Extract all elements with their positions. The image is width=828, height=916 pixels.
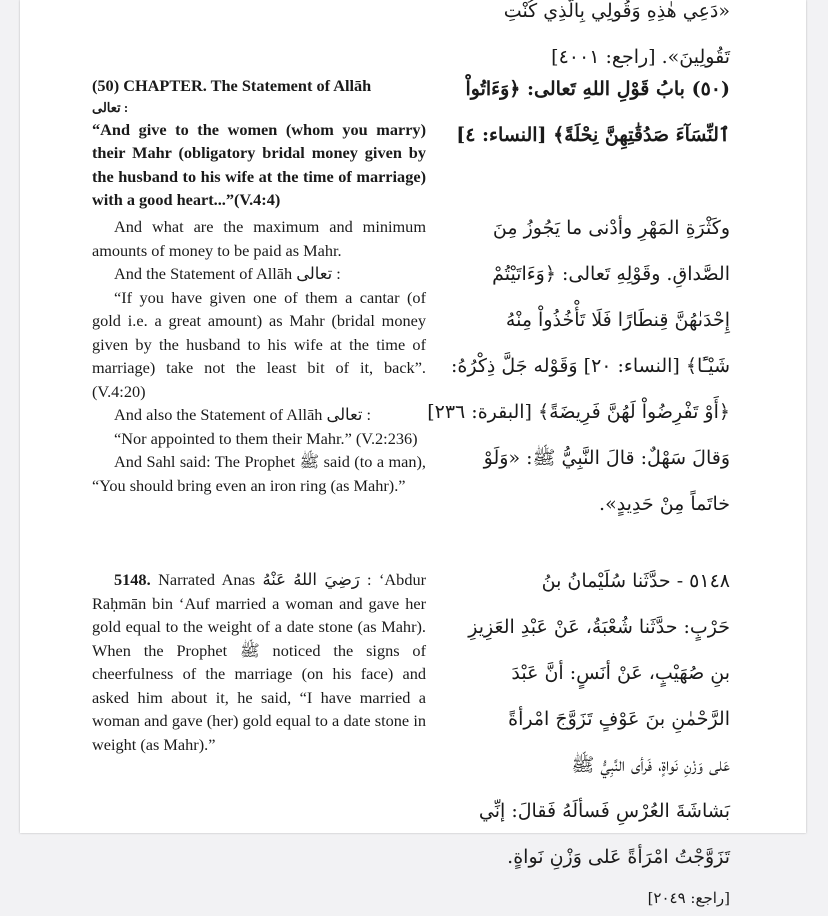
body-paragraph: And what are the maximum and minimum amounts of money to be paid as Mahr. <box>92 217 426 260</box>
arabic-line: إِحْدَىٰهُنَّ قِنطَارًا فَلَا تَأْخُذُواْ مِنْهُ <box>505 309 730 331</box>
chapter-verse: “And give to the women (whom you marry) their Mahr (obligatory bridal money given by the husband to his wife at the time of marriage) with a good heart...”(V.4:4) <box>92 119 426 209</box>
chapter-heading-arabic <box>400 66 730 158</box>
arabic-line: تَقُولِينَ». [راجع: ٤٠٠١] <box>551 46 730 68</box>
arabic-chapter-title: (٥٠) بابُ قَوْلِ اللهِ تَعالى: ﴿وَءَاتُواْ <box>465 78 730 100</box>
arabic-reference: [راجع: ٢٠٤٩] <box>647 889 730 907</box>
hadith-text: Narrated Anas رَضِيَ اللهُ عَنْهُ : ‘Abdur Raḥmān bin ‘Auf married a woman and gave her gold equal to the weight of a date stone (as Mahr). When the Prophet ﷺ noticed the signs of cheerfulness of the marriage (on his face) and asked him about it, he said, “I have married a woman and gave (her) gold equal to a date stone in weight (as Mahr).” <box>92 570 427 754</box>
hadith-arabic <box>400 558 730 916</box>
arabic-line: بَشاشَةَ العُرْسِ فَسألَهُ فَقالَ: إنِّي <box>478 800 730 822</box>
arabic-line: بنِ صُهَيْبٍ، عَنْ أنَسٍ: أنَّ عَبْدَ <box>511 662 730 684</box>
hadith-paragraph <box>92 568 426 756</box>
chapter-heading-english <box>92 74 426 212</box>
arabic-line: ﴿أَوْ تَفْرِضُواْ لَهُنَّ فَرِيضَةً﴾ [البقرة: ٢٣٦] <box>427 401 730 423</box>
arabic-line: ٥١٤٨ - حدَّثَنا سُلَيْمانُ بنُ <box>541 570 730 592</box>
body-paragraph: “Nor appointed to them their Mahr.” (V.2:236) <box>114 428 418 448</box>
chapter-body-english <box>92 215 426 497</box>
chapter-title-suffix: تعالى : <box>92 99 129 115</box>
arabic-line: عَلى وَزْنِ نَواةٍ، فَرأى النَّبِيُّ ﷺ <box>571 754 730 776</box>
body-paragraph: And the Statement of Allāh تعالى : <box>114 264 341 283</box>
arabic-line: الرَّحْمٰنِ بنَ عَوْفٍ تَزَوَّجَ امْرأةً <box>508 708 730 730</box>
hadith-number: 5148. <box>114 570 151 589</box>
body-paragraph: And also the Statement of Allāh تعالى : <box>114 405 372 424</box>
arabic-line: شَيْـًٔا﴾ [النساء: ٢٠] وَقَوْله جَلَّ ذِكْرُهُ: <box>451 355 730 377</box>
arabic-line: «دَعِي هٰذِهِ وَقُولِي بِالَّذِي كُنْتِ <box>503 0 730 22</box>
chapter-body-arabic <box>400 205 730 527</box>
arabic-line: خاتَماً مِنْ حَدِيدٍ». <box>599 493 730 515</box>
chapter-title: (50) CHAPTER. The Statement of Allāh <box>92 76 372 95</box>
arabic-line: تَزَوَّجْتُ امْرَأةً عَلى وَزْنِ نَواةٍ. <box>507 846 730 868</box>
body-paragraph: And Sahl said: The Prophet ﷺ said (to a man), “You should bring even an iron ring (as Mahr).” <box>92 452 426 495</box>
body-paragraph: “If you have given one of them a cantar (of gold i.e. a great amount) as Mahr (bridal money given by the husband to his wife at the time of marriage) take not the least bit of it, back”. (V.4:20) <box>92 287 426 401</box>
arabic-chapter-verse: ٱلنِّسَآءَ صَدُقَٰتِهِنَّ نِحْلَةً﴾ [النساء: ٤] <box>456 124 730 146</box>
arabic-line: وَقالَ سَهْلٌ: قالَ النَّبِيُّ ﷺ: «وَلَوْ <box>483 447 730 469</box>
arabic-line: وكَثْرَةِ المَهْرِ وأدْنى ما يَجُوزُ مِنَ <box>492 217 730 239</box>
hadith-english <box>92 568 426 756</box>
book-page <box>20 0 806 907</box>
arabic-line: الصَّداقِ. وقَوْلِهِ تَعالى: ﴿وَءَاتَيْتُمْ <box>492 263 730 285</box>
arabic-line: حَرْبٍ: حدَّثَنا شُعْبَةُ، عَنْ عَبْدِ العَزِيزِ <box>468 616 730 638</box>
